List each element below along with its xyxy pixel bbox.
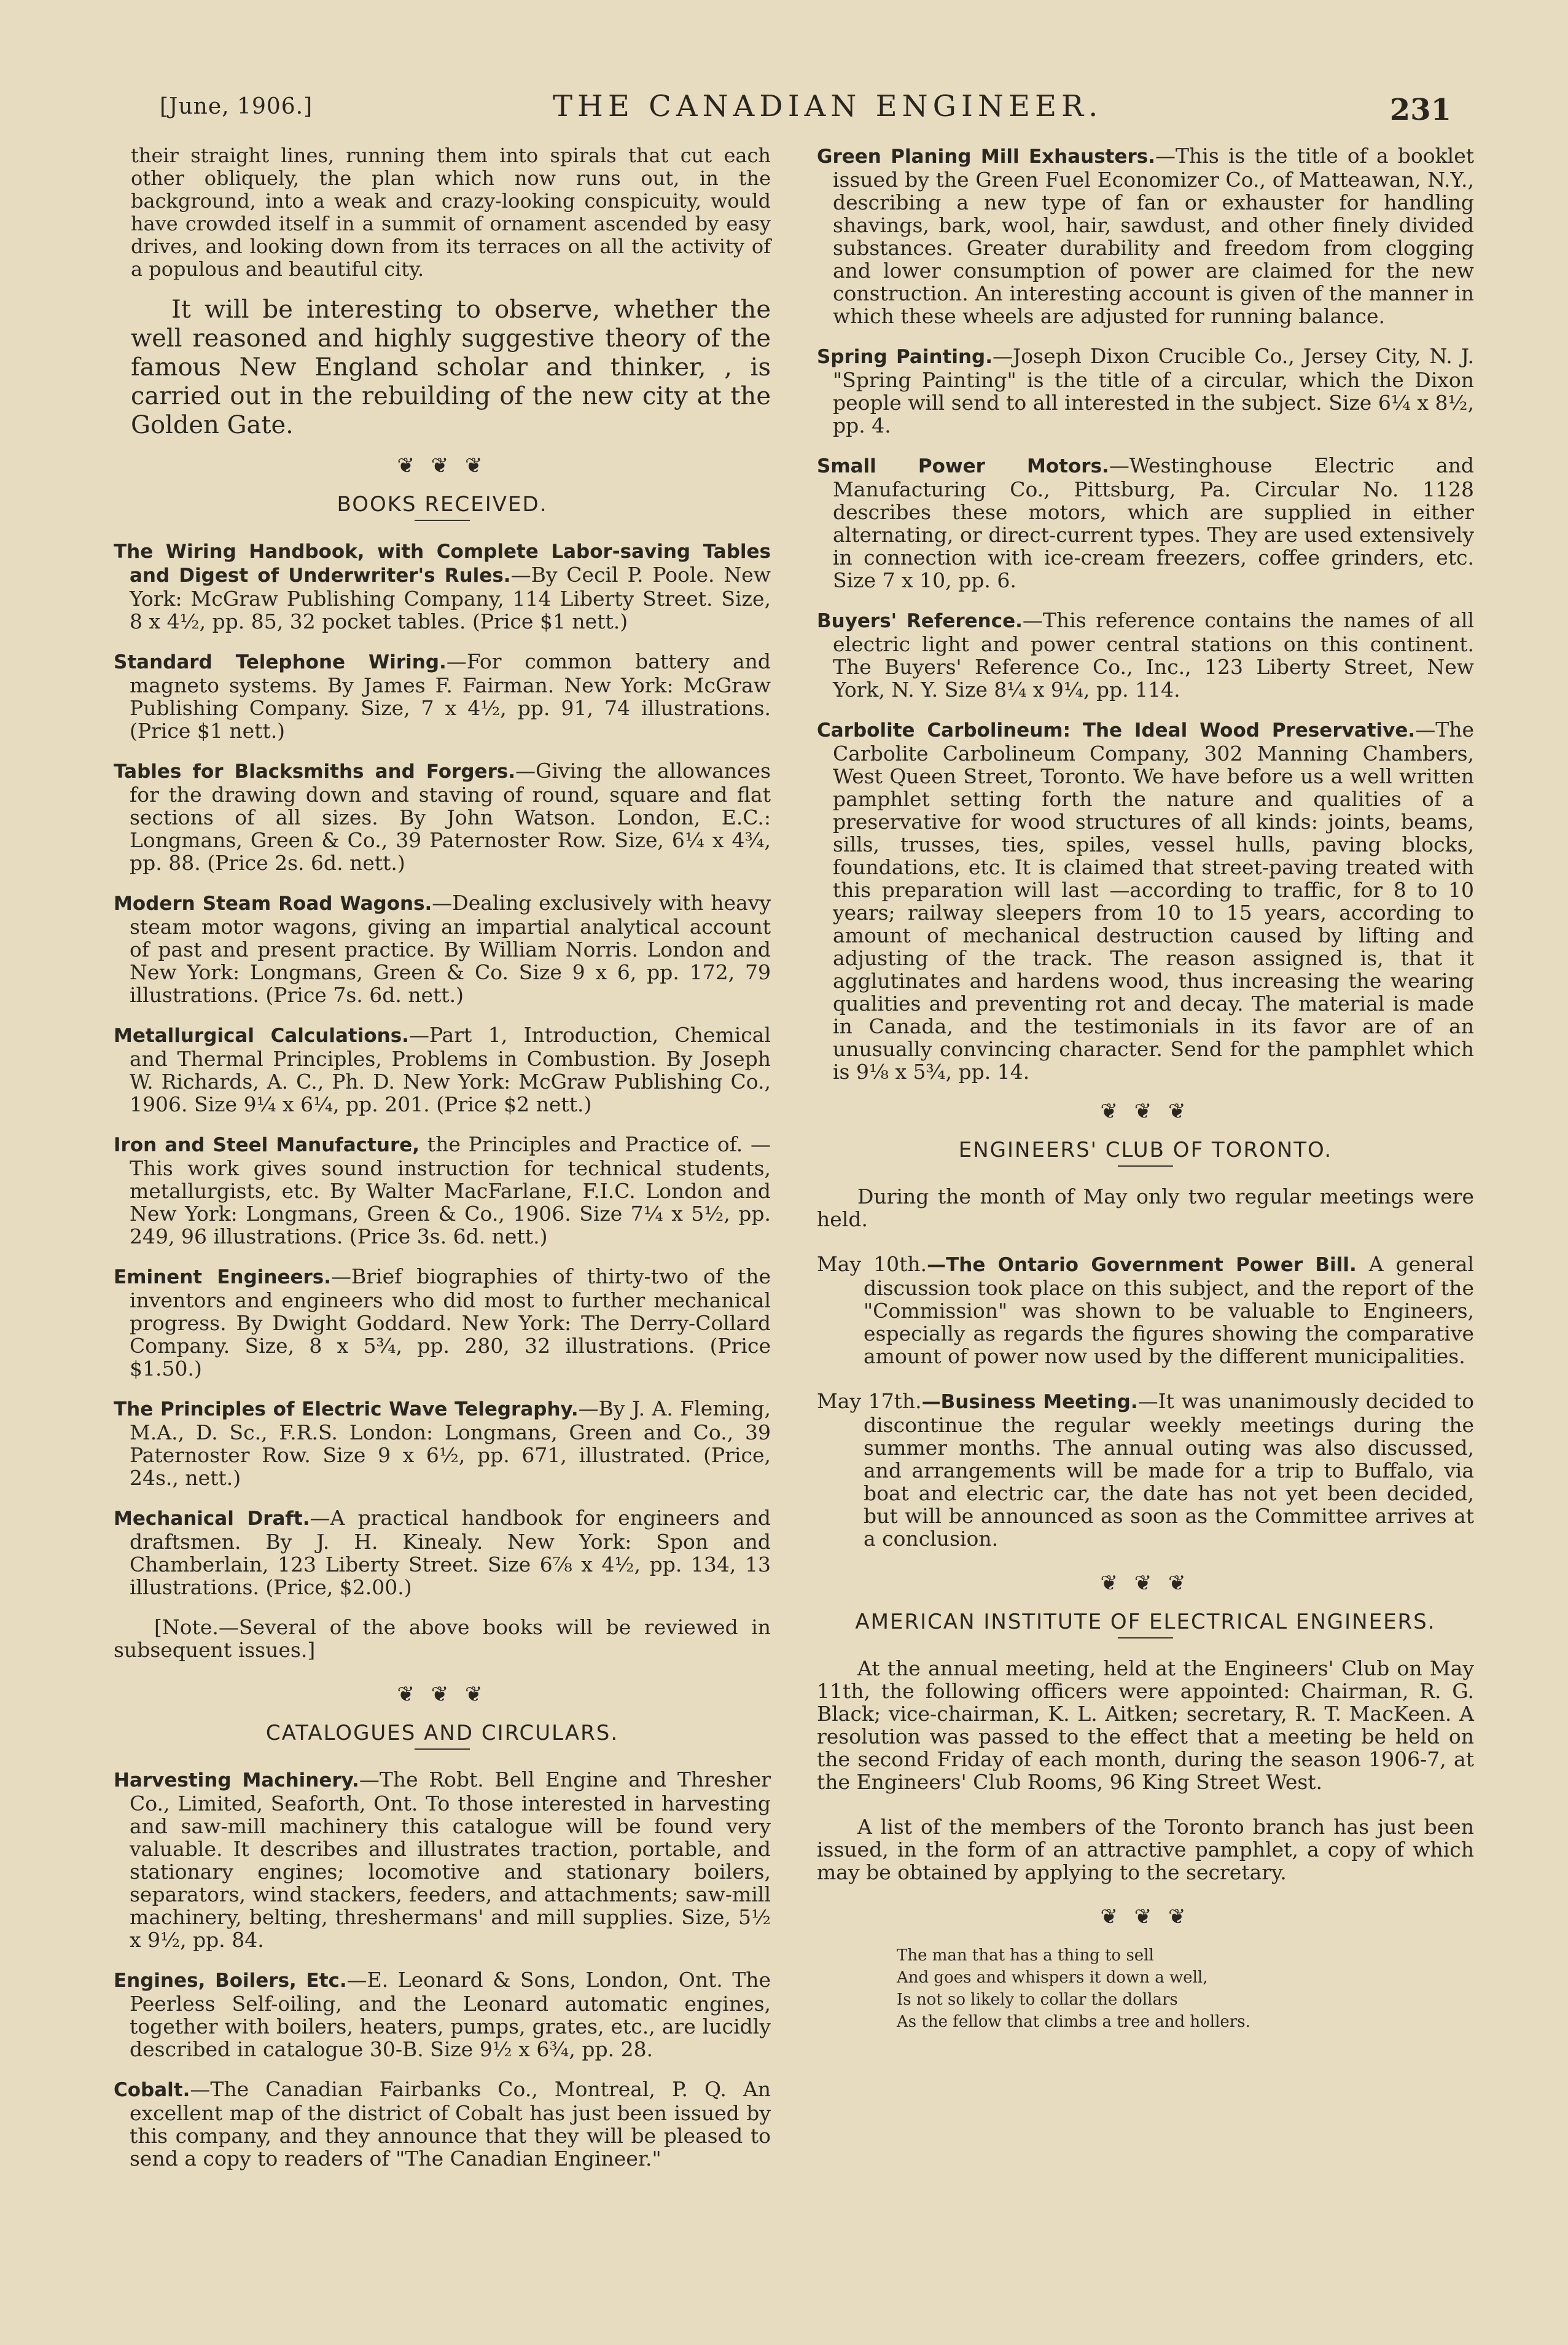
book-entry: Iron and Steel Manufacture, the Principles and Practice of. —This work gives sound instruction for technical students, metallurgists, etc. By Walter MacFarlane, F.I.C. London and New York: Longmans, Green & Co., 1906. Size 7¼ x 5½, pp. 249, 96 illustrations. (Price 3s. 6d. nett.) bbox=[114, 1132, 771, 1248]
right-column bbox=[817, 144, 1474, 2033]
books-received-heading: BOOKS RECEIVED. bbox=[337, 492, 548, 517]
issue-date: [June, 1906.] bbox=[160, 94, 313, 119]
verse-line: As the fellow that climbs a tree and hollers. bbox=[897, 2013, 1250, 2031]
book-entry: Eminent Engineers.—Brief biographies of thirty-two of the inventors and engineers who did most to further mechanical progress. By Dwight Goddard. New York: The Derry-Collard Company. Size, 8 x 5¾, pp. 280, 32 illustrations. (Price $1.50.) bbox=[114, 1264, 771, 1380]
catalogue-entry: Engines, Boilers, Etc.—E. Leonard & Sons, London, Ont. The Peerless Self-oiling, and the Leonard automatic engines, together with boilers, heaters, pumps, grates, etc., are lucidly described in catalogue 30-B. Size 9½ x 6¾, pp. 28. bbox=[114, 1968, 771, 2061]
catalogue-entry: Carbolite Carbolineum: The Ideal Wood Preservative.—The Carbolite Carbolineum Company, 302 Manning Chambers, West Queen Street, Toronto. We have before us a well written pamphlet setting forth the nature and qualities of a preservative for wood structures of all kinds: joints, beams, sills, trusses, ties, spiles, vessel hulls, paving blocks, foundations, etc. It is claimed that street-paving treated with this preparation will last —according to traffic, for 8 to 10 years; railway sleepers from 10 to 15 years, according to amount of mechanical destruction caused by lifting and adjusting of the track. The reason assigned is, that it agglutinates and hardens wood, thus increasing the wearing qualities and preventing rot and decay. The material is made in Canada, and the testimonials in its favor are of an unusually convincing character. Send for the pamphlet which is 9⅛ x 5¾, pp. 14. bbox=[817, 718, 1474, 1084]
catalogue-entry: Cobalt.—The Canadian Fairbanks Co., Montreal, P. Q. An excellent map of the district of Cobalt has just been issued by this company, and they announce that they will be pleased to send a copy to readers of "The Canadian Engineer." bbox=[114, 2077, 771, 2171]
catalogues-list bbox=[114, 1768, 771, 2170]
ornament-divider: ❦ ❦ ❦ bbox=[1100, 1905, 1191, 1929]
meeting-entry: May 17th.—Business Meeting.—It was unanimously decided to discontinue the regular weekly meetings during the summer months. The annual outing was also discussed, and arrangements will be made for a trip to Buffalo, via boat and electric car, the date has not yet been decided, but will be announced as soon as the Committee arrives at a conclusion. bbox=[817, 1389, 1475, 1551]
catalogues-list-continued bbox=[817, 144, 1474, 1083]
heading-rule bbox=[415, 520, 470, 521]
engineers-club-heading: ENGINEERS' CLUB OF TORONTO. bbox=[958, 1138, 1333, 1162]
aiee-heading: AMERICAN INSTITUTE OF ELECTRICAL ENGINEERS. bbox=[855, 1610, 1436, 1634]
heading-rule bbox=[1118, 1637, 1173, 1638]
verse-line: The man that has a thing to sell bbox=[897, 1946, 1154, 1965]
article-closing-paragraph: It will be interesting to observe, whether the well reasoned and highly suggestive theory of the famous New England scholar and thinker, , is carried out in the rebuilding of the new city at the Golden Gate. bbox=[131, 296, 771, 439]
ornament-divider: ❦ ❦ ❦ bbox=[1100, 1099, 1191, 1124]
article-continuation: their straight lines, running them into spirals that cut each other obliquely, the plan which now runs out, in the background, into a weak and crazy-looking conspicuity, would have crowded itself in a summit of ornament ascended by easy drives, and looking down from its terraces on all the activity of a populous and beautiful city. bbox=[131, 144, 771, 281]
book-entry: Modern Steam Road Wagons.—Dealing exclusively with heavy steam motor wagons, giving an impartial analytical account of past and present practice. By William Norris. London and New York: Longmans, Green & Co. Size 9 x 6, pp. 172, 79 illustrations. (Price 7s. 6d. nett.) bbox=[114, 891, 771, 1007]
verse-line: Is not so likely to collar the dollars bbox=[897, 1991, 1178, 2009]
catalogues-heading: CATALOGUES AND CIRCULARS. bbox=[265, 1721, 619, 1745]
books-list bbox=[114, 539, 771, 1599]
heading-rule bbox=[415, 1748, 470, 1750]
book-entry: The Wiring Handbook, with Complete Labor-saving Tables and Digest of Underwriter's Rules.—By Cecil P. Poole. New York: McGraw Publishing Company, 114 Liberty Street. Size, 8 x 4½, pp. 85, 32 pocket tables. (Price $1 nett.) bbox=[114, 541, 771, 633]
book-entry: Standard Telephone Wiring.—For common battery and magneto systems. By James F. Fairman. New York: McGraw Publishing Company. Size, 7 x 4½, pp. 91, 74 illustrations. (Price $1 nett.) bbox=[114, 649, 771, 743]
book-entry: Tables for Blacksmiths and Forgers.—Giving the allowances for the drawing down and staving of round, square and flat sections of all sizes. By John Watson. London, E.C.: Longmans, Green & Co., 39 Paternoster Row. Size, 6¼ x 4¾, pp. 88. (Price 2s. 6d. nett.) bbox=[114, 759, 771, 875]
left-column bbox=[114, 144, 771, 2187]
catalogue-entry: Small Power Motors.—Westinghouse Electric and Manufacturing Co., Pittsburg, Pa. Circular No. 1128 describes these motors, which are supplied in either alternating, or direct-current types. They are used extensively in connection with ice-cream freezers, coffee grinders, etc. Size 7 x 10, pp. 6. bbox=[817, 453, 1474, 592]
aiee-paragraph: At the annual meeting, held at the Engineers' Club on May 11th, the following officers were appointed: Chairman, R. G. Black; vice-chairman, K. L. Aitken; secretary, R. T. MacKeen. A resolution was passed to the effect that a meeting be held on the second Friday of each month, during the season 1906-7, at the Engineers' Club Rooms, 96 King Street West. bbox=[817, 1656, 1474, 1794]
verse-line: And goes and whispers it down a well, bbox=[897, 1968, 1208, 1987]
catalogue-entry: Buyers' Reference.—This reference contains the names of all electric light and power central stations on this continent. The Buyers' Reference Co., Inc., 123 Liberty Street, New York, N. Y. Size 8¼ x 9¼, pp. 114. bbox=[817, 608, 1474, 702]
club-intro: During the month of May only two regular meetings were held. bbox=[817, 1184, 1474, 1231]
ornament-divider: ❦ ❦ ❦ bbox=[397, 453, 488, 478]
running-header bbox=[160, 89, 1476, 126]
catalogue-entry: Spring Painting.—Joseph Dixon Crucible Co., Jersey City, N. J. "Spring Painting" is the title of a circular, which the Dixon people will send to all interested in the subject. Size 6¼ x 8½, pp. 4. bbox=[817, 344, 1474, 437]
catalogue-entry: Green Planing Mill Exhausters.—This is the title of a booklet issued by the Green Fuel Economizer Co., of Matteawan, N.Y., describing a new type of fan or exhauster for handling shavings, bark, wool, hair, sawdust, and other finely divided substances. Greater durability and freedom from clogging and lower consumption of power are claimed for the new construction. An interesting account is given of the manner in which these wheels are adjusted for running balance. bbox=[817, 144, 1474, 328]
books-note: [Note.—Several of the above books will be reviewed in subsequent issues.] bbox=[114, 1615, 771, 1662]
ornament-divider: ❦ ❦ ❦ bbox=[397, 1682, 488, 1707]
book-entry: The Principles of Electric Wave Telegraphy.—By J. A. Fleming, M.A., D. Sc., F.R.S. London: Longmans, Green and Co., 39 Paternoster Row. Size 9 x 6½, pp. 671, illustrated. (Price, 24s., nett.) bbox=[114, 1396, 771, 1490]
page-number: 231 bbox=[1389, 93, 1451, 127]
book-entry: Metallurgical Calculations.—Part 1, Introduction, Chemical and Thermal Principles, Problems in Combustion. By Joseph W. Richards, A. C., Ph. D. New York: McGraw Publishing Co., 1906. Size 9¼ x 6¼, pp. 201. (Price $2 nett.) bbox=[114, 1023, 771, 1116]
heading-rule bbox=[1118, 1165, 1173, 1167]
publication-title: THE CANADIAN ENGINEER. bbox=[553, 89, 1103, 123]
meeting-entry: May 10th.—The Ontario Government Power Bill. A general discussion took place on this subject, and the report of the "Commission" was shown to be valuable to Engineers, especially as regards the figures showing the comparative amount of power now used by the different municipalities. bbox=[817, 1252, 1474, 1368]
book-entry: Mechanical Draft.—A practical handbook for engineers and draftsmen. By J. H. Kinealy. New York: Spon and Chamberlain, 123 Liberty Street. Size 6⅞ x 4½, pp. 134, 13 illustrations. (Price, $2.00.) bbox=[114, 1506, 771, 1599]
catalogue-entry: Harvesting Machinery.—The Robt. Bell Engine and Thresher Co., Limited, Seaforth, Ont. To those interested in harvesting and saw-mill machinery this catalogue will be found very valuable. It describes and illustrates traction, portable, and stationary engines; locomotive and stationary boilers, separators, wind stackers, feeders, and attachments; saw-mill machinery, belting, threshermans' and mill supplies. Size, 5½ x 9½, pp. 84. bbox=[114, 1768, 771, 1952]
ornament-divider: ❦ ❦ ❦ bbox=[1100, 1571, 1191, 1595]
closing-verse bbox=[897, 1944, 1474, 2033]
aiee-paragraph: A list of the members of the Toronto branch has just been issued, in the form of an attractive pamphlet, a copy of which may be obtained by applying to the secretary. bbox=[817, 1815, 1474, 1884]
